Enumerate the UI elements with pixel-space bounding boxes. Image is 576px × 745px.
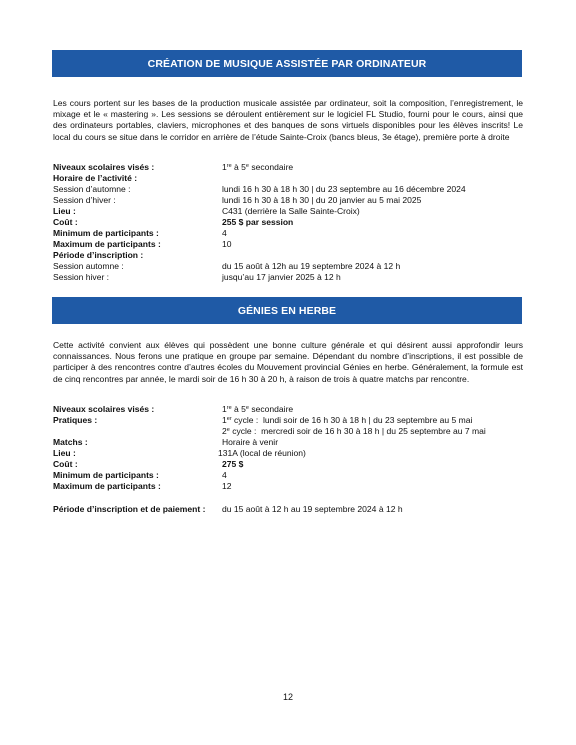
page-number: 12: [282, 692, 293, 702]
min-participants-label: Minimum de participants :: [53, 228, 159, 238]
pratiques-cycle1: 1er cycle : lundi soir de 16 h 30 à 18 h | du 23 septembre au 5 mai: [222, 415, 473, 425]
section-banner-genies: [52, 297, 522, 324]
periode-hiver-value: jusqu’au 17 janvier 2025 à 12 h: [222, 272, 341, 282]
pratiques-cycle2: 2e cycle : mercredi soir de 16 h 30 à 18 h | du 25 septembre au 7 mai: [222, 426, 486, 436]
periode-automne-label: Session automne :: [53, 261, 124, 271]
lieu-label: Lieu :: [53, 206, 76, 216]
lieu-value: 131A (local de réunion): [218, 448, 306, 458]
niveaux-value: 1re à 5e secondaire: [222, 404, 294, 414]
session-automne-value: lundi 16 h 30 à 18 h 30 | du 23 septembre au 16 décembre 2024: [222, 184, 466, 194]
niveaux-label: Niveaux scolaires visés :: [53, 404, 155, 414]
matchs-value: Horaire à venir: [222, 437, 279, 447]
section-title: GÉNIES EN HERBE: [237, 304, 337, 317]
periode-inscription-paiement-label: Période d’inscription et de paiement :: [53, 504, 206, 514]
matchs-label: Matchs :: [53, 437, 88, 447]
cout-value: 275 $: [222, 459, 244, 469]
periode-automne-value: du 15 août à 12h au 19 septembre 2024 à 12 h: [222, 261, 401, 271]
section-banner-musique: [52, 50, 522, 77]
periode-inscription-paiement-value: du 15 août à 12 h au 19 septembre 2024 à 12 h: [222, 504, 403, 514]
session-automne-label: Session d’automne :: [53, 184, 131, 194]
min-participants-label: Minimum de participants :: [53, 470, 159, 480]
max-participants-value: 12: [222, 481, 232, 491]
session-hiver-label: Session d’hiver :: [53, 195, 116, 205]
pratiques-label: Pratiques :: [53, 415, 98, 425]
niveaux-value: 1re à 5e secondaire: [222, 162, 294, 172]
cout-label: Coût :: [53, 217, 78, 227]
min-participants-value: 4: [222, 470, 227, 480]
cout-value: 255 $ par session: [222, 217, 294, 227]
periode-hiver-label: Session hiver :: [53, 272, 110, 282]
section-description: Les cours portent sur les bases de la production musicale assistée par ordinateur, soit la composition, l’enregistrement, le mixage et le « mastering ». Les sessions se déroulent entièrement sur le logiciel FL Studio, fourni pour le cours, ainsi que des ordinateurs portables, claviers, microphones et des banques de sons virtuels disponibles pour les élèves inscrits! Le local du cours se situe dans le corridor en arrière de l’étude Sainte-Croix (bancs bleus, 3e étage), première porte à droite: [53, 98, 523, 142]
max-participants-label: Maximum de participants :: [53, 481, 161, 491]
max-participants-value: 10: [222, 239, 232, 249]
session-hiver-value: lundi 16 h 30 à 18 h 30 | du 20 janvier au 5 mai 2025: [222, 195, 422, 205]
lieu-label: Lieu :: [53, 448, 76, 458]
niveaux-label: Niveaux scolaires visés :: [53, 162, 155, 172]
lieu-value: C431 (derrière la Salle Sainte-Croix): [222, 206, 360, 216]
section-description: Cette activité convient aux élèves qui possèdent une bonne culture générale et qui désirent aussi approfondir leurs connaissances. Nous ferons une pratique en groupe par semaine. Dépendant du nombre d’inscriptions, il est possible de participer à des rencontres contre d’autres écoles du Mouvement provincial Génies en herbe. Généralement, la formule est de cinq rencontres par année, le mardi soir de 16 h 30 à 20 h, à raison de trois à quatre matchs par rencontre.: [53, 340, 523, 384]
horaire-label: Horaire de l’activité :: [53, 173, 138, 183]
section-title: CRÉATION DE MUSIQUE ASSISTÉE PAR ORDINATEUR: [147, 57, 427, 70]
max-participants-label: Maximum de participants :: [53, 239, 161, 249]
cout-label: Coût :: [53, 459, 78, 469]
min-participants-value: 4: [222, 228, 227, 238]
periode-inscription-label: Période d’inscription :: [53, 250, 144, 260]
